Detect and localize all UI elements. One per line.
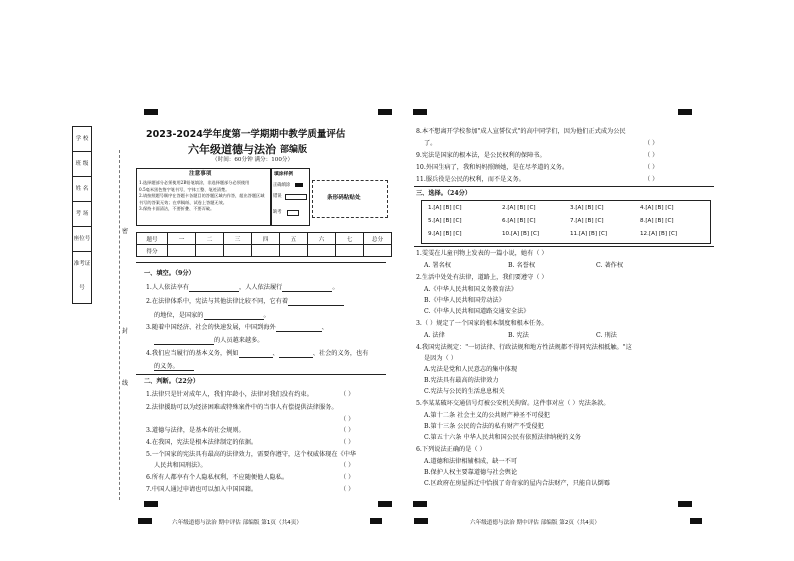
footer-block [690,518,702,524]
exam-time-info: （时间：60分钟 满分：100分） [212,157,294,163]
section1-q4-cont: 的义务。 [154,363,179,370]
judge-item-1: 1.法律只是针对成年人，我们年龄小，法律对我们没有约束。 [146,391,313,398]
notice-title: 注意事项 [189,171,212,177]
section-divider [136,374,386,375]
score-header-cell: 二 [196,233,224,245]
judge-paren[interactable]: （ ） [644,164,659,171]
student-info-column [72,126,92,304]
choice-q6-c: C.区政府在房屋拆迁中恰损了奇奇家的屋内合法财产，只能自认倒霉 [424,480,610,487]
choice-q6-b: B.保护人权主要靠道德与社会舆论 [424,469,518,476]
choice-q5-a: A.第十二条 社会主义的公共财产神圣不可侵犯 [424,412,550,419]
class-label: 班 级 [73,152,91,177]
judge-paren[interactable]: （ ） [340,439,355,446]
score-header-cell: 七 [336,233,364,245]
answer-grid [421,200,711,244]
score-cell[interactable] [252,245,280,257]
answer-slot[interactable]: 11.[A] [B] [C] [570,231,608,237]
section-divider [136,262,386,263]
judge-item-7: 7.中国人通过申请也可以加入中国国籍。 [146,486,258,493]
judge-paren[interactable]: （ ） [340,486,355,493]
section3-heading: 三、选择。（24分） [416,190,472,197]
choice-q4-b: B.宪法具有最高的法律效力 [424,377,499,384]
judge-paren[interactable]: （ ） [340,462,355,469]
notice-item: 1.选择题部分必须使用2B铅笔填涂，非选择题部分必须使用 [139,180,250,185]
section1-q2: 2.在法律体系中，宪法与其他法律比较不同，它有着 [146,298,344,306]
registration-mark [413,109,427,115]
choice-q2-b: B.《中华人民共和国劳动法》 [424,297,505,304]
choice-q3-b: B. 宪法 [508,332,529,339]
judge-paren[interactable]: （ ） [340,416,355,423]
choice-q1-a: A. 署名权 [424,262,451,269]
notice-item: 0.5毫米黑色签字笔书写，字体工整、笔迹清楚。 [139,186,230,192]
notice-item: 3.保持卡面清洁，不要折叠、不要弄破。 [139,206,215,212]
notice-item: 2.请按照题号顺序在答题卡各题目的答题区域内作答，超出答题区域 [139,193,265,199]
score-header-cell: 六 [308,233,336,245]
fill-absent-label: 缺考 [273,210,282,215]
notice-item: 书写的答案无效；在草稿纸、试卷上答题无效。 [139,199,227,205]
binding-char: 线 [122,380,129,387]
choice-q4-a: A.宪法是党和人民意志的集中体现 [424,366,518,373]
answer-slot[interactable]: 2.[A] [B] [C] [502,205,536,211]
fill-wrong-mark [285,194,307,200]
judge-item-5-cont: 人民共和国刑法》。 [154,462,207,469]
answer-slot[interactable]: 9.[A] [B] [C] [428,231,462,237]
choice-q3: 3.（ ）规定了一个国家的根本制度和根本任务。 [416,320,548,327]
section1-q1: 1.人人依法享有 ，人人依法履行 。 [146,284,339,291]
answer-slot[interactable]: 10.[A] [B] [C] [502,231,540,237]
judge-item-3: 3.道德与法律，是基本的社会规则。 [146,427,245,434]
fill-wrong-label: 错误 [273,194,282,199]
judge-paren[interactable]: （ ） [644,140,659,147]
judge-paren[interactable]: （ ） [340,427,355,434]
choice-q6-a: A.道德和法律相辅相成，缺一不可 [424,458,518,465]
choice-q4: 4.我国宪法规定："一切法律、行政法规和地方性法规都不得同宪法相抵触。"这 [416,344,632,351]
footer-block [370,518,382,524]
answer-slot[interactable]: 4.[A] [B] [C] [640,205,674,211]
section1-q2-cont: 的地位，是国家的 。 [154,312,270,319]
binding-char: 密 [122,228,129,235]
choice-q1: 1.雯雯在儿童刊物上发表的一篇小说，她有（ ） [416,250,548,257]
score-table [136,232,392,257]
judge-item-2: 2.法律援助可以为经济困难或特殊案件中的当事人有偿提供法律服务。 [146,404,338,411]
exam-room-label: 考 场 [73,202,91,227]
q4-underline [154,370,194,371]
answer-slot[interactable]: 7.[A] [B] [C] [570,218,604,224]
choice-q3-a: A. 法律 [424,332,445,339]
score-header-cell: 题号 [137,233,168,245]
choice-q3-c: C. 刑法 [596,332,617,339]
judge-item-8-cont: 了。 [424,140,437,147]
choice-q2-c: C.《中华人民共和国道路交通安全法》 [424,308,530,315]
registration-mark [678,109,692,115]
score-cell[interactable] [280,245,308,257]
exam-edition: 部编版 [280,145,308,155]
binding-line [119,150,120,500]
seat-label: 座位号 [73,227,91,252]
section1-heading: 一、填空。（9分） [144,270,195,277]
judge-item-4: 4.在我国，宪法是根本法律制定的依据。 [146,439,258,446]
judge-item-9: 9.宪法是国家的根本法，是公民权利的保障书。 [416,152,546,159]
answer-slot[interactable]: 6.[A] [B] [C] [502,218,536,224]
choice-q5-c: C.第五十六条 中华人民共和国公民有依照法律纳税的义务 [424,434,581,441]
fill-sample-box [270,168,310,226]
answer-slot[interactable]: 12.[A] [B] [C] [640,231,678,237]
judge-item-5: 5.一个国家的宪法具有最高的法律效力，需要你遵守，这个权威体现在《中华 [146,451,357,458]
judge-item-6: 6.所有人都享有个人隐私权利，不应随便他人隐私。 [146,474,289,481]
choice-q5-b: B.第十三条 公民的合法的私有财产不受侵犯 [424,423,544,430]
registration-mark [378,109,392,115]
score-header-cell: 一 [168,233,196,245]
choice-q2-a: A.《中华人民共和国义务教育法》 [424,286,518,293]
section2-heading: 二、判断。（22分） [144,378,200,385]
section-divider [414,246,714,247]
fill-correct-mark [295,183,303,187]
answer-slot[interactable]: 5.[A] [B] [C] [428,218,462,224]
score-header-cell: 四 [252,233,280,245]
score-cell[interactable] [196,245,224,257]
section1-q4: 4.我们应当履行的基本义务，例如 、 、社会的义务，也有 [146,350,369,357]
judge-item-10: 10.外国生病了，我和妈妈照顾她，是在尽孝道的义务。 [416,164,569,171]
judge-paren[interactable]: （ ） [340,391,355,398]
footer-block [138,518,152,524]
score-cell[interactable] [308,245,336,257]
score-cell[interactable] [224,245,252,257]
judge-item-8: 8.本不想离开学校参加"成人宣誓仪式"的高中同学们，因为他们正式成为公民 [416,128,626,135]
registration-mark [678,501,692,507]
fill-sample-title: 填涂样例 [274,171,294,177]
judge-paren[interactable]: （ ） [644,152,659,159]
section1-q3-cont: 的人员越来越多。 [154,337,264,345]
choice-q4-cont: 是因为（ ） [424,355,457,362]
answer-slot[interactable]: 8.[A] [B] [C] [640,218,674,224]
answer-slot[interactable]: 3.[A] [B] [C] [570,205,604,211]
registration-mark [144,109,158,115]
registration-mark [413,501,427,507]
fill-correct-label: 正确填涂 [273,183,291,188]
choice-q5: 5.李某某破坏交通信号灯被公安机关拘留。这件事对应（ ）宪法条款。 [416,400,610,407]
choice-q4-c: C.宪法与公民的生活息息相关 [424,388,505,395]
score-header-cell: 总分 [364,233,392,245]
left-footer: 六年级道德与法治 期中评估 部编版 第1页（共4页） [172,520,302,526]
school-label: 学 校 [73,127,91,152]
judge-paren[interactable]: （ ） [340,474,355,481]
score-header-cell: 五 [280,233,308,245]
right-footer: 六年级道德与法治 期中评估 部编版 第2页（共4页） [470,520,600,526]
notice-box [136,168,272,226]
ticket-number-label: 准考证号 [73,261,91,291]
binding-char: 封 [122,328,129,335]
registration-mark [144,501,158,507]
judge-paren[interactable]: （ ） [644,176,659,183]
score-cell[interactable] [364,245,392,257]
exam-subject: 六年级道德与法治 [188,143,276,156]
section-divider [414,186,714,187]
choice-q2: 2.生活中处处有法律，道路上，我们要遵守（ ） [416,274,548,281]
exam-title: 2023-2024学年度第一学期期中教学质量评估 [146,129,346,140]
score-row-label: 得分 [137,245,168,257]
score-cell[interactable] [168,245,196,257]
choice-q6: 6.下列说法正确的是（ ） [416,446,486,453]
choice-q1-b: B. 名誉权 [508,262,536,269]
score-cell[interactable] [336,245,364,257]
answer-slot[interactable]: 1.[A] [B] [C] [428,205,462,211]
barcode-label: 条形码粘贴处 [327,195,361,201]
footer-block [414,518,428,524]
section1-q3: 3.随着中国经济、社会的快速发展，中国到海外 、 [146,324,328,331]
fill-absent-mark [287,210,299,216]
barcode-area [312,180,388,218]
name-label: 姓 名 [73,177,91,202]
score-header-cell: 三 [224,233,252,245]
judge-item-11: 11.服兵役是公民的权利，而不是义务。 [416,176,525,183]
registration-mark [378,501,392,507]
choice-q1-c: C. 著作权 [596,262,624,269]
